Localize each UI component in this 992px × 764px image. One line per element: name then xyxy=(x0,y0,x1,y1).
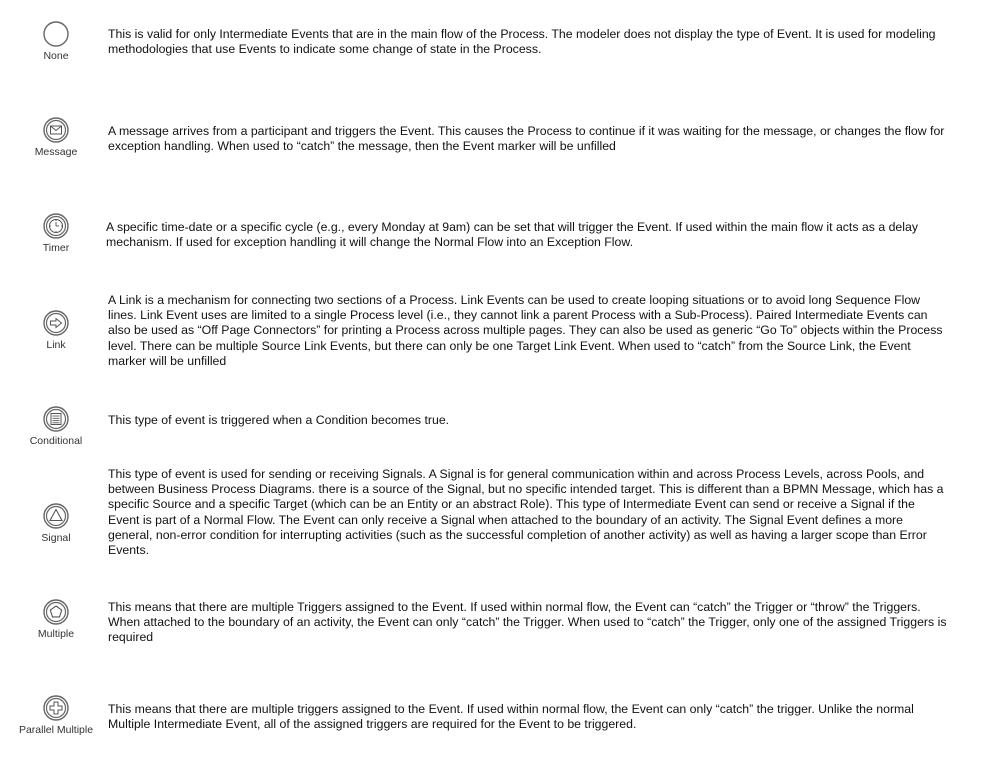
event-label: Timer xyxy=(42,242,70,254)
event-label: Message xyxy=(34,146,78,158)
pentagon-icon xyxy=(42,598,70,626)
event-description: This means that there are multiple triggers assigned to the Event. If used within normal flow, the Event can only “catch” the trigger. Unlike the normal Multiple Intermediate Event, all of the assigned triggers are required for the Event to be triggered. xyxy=(108,702,914,732)
envelope-icon xyxy=(42,116,70,144)
event-icon-group-conditional xyxy=(0,405,112,447)
event-description: A specific time-date or a specific cycle (e.g., every Monday at 9am) can be set that will trigger the Event. If used within the main flow it acts as a delay mechanism. If used for exception handling it will change the Normal Flow into an Exception Flow. xyxy=(106,220,918,250)
triangle-icon xyxy=(42,502,70,530)
event-label: Multiple xyxy=(37,628,75,640)
event-icon-group-message xyxy=(0,116,112,158)
event-description: A Link is a mechanism for connecting two sections of a Process. Link Events can be used to create looping situations or to avoid long Sequence Flow lines. Link Event uses are limited to a single Process level (i.e., they cannot link a parent Process with a Sub-Process). Paired Intermediate Events can also be used as “Off Page Connectors” for printing a Process across multiple pages. They can also be used as generic “Go To” objects within the Process level. There can be multiple Source Link Events, but there can only be one Target Link Event. When used to “catch” from the Source Link, the Event marker will be unfilled xyxy=(108,293,943,368)
arrow-right-icon xyxy=(42,309,70,337)
event-label: Parallel Multiple xyxy=(18,724,94,736)
event-icon-group-signal xyxy=(0,502,112,544)
event-icon-group-multiple xyxy=(0,598,112,640)
event-description: This means that there are multiple Triggers assigned to the Event. If used within normal flow, the Event can “catch” the Trigger or “throw” the Triggers. When attached to the boundary of an activity, the Event can only “catch” the Trigger. When used to “catch” the Trigger, only one of the assigned Triggers is required xyxy=(108,600,947,645)
event-label: Signal xyxy=(41,532,71,544)
event-description: This type of event is triggered when a Condition becomes true. xyxy=(108,413,450,427)
event-description: This type of event is used for sending or receiving Signals. A Signal is for general communication within and across Process Levels, across Pools, and between Business Process Diagrams. there is a source of the Signal, but no specific intended target. This is different than a BPMN Message, which has a specific Source and a specific Target (which can be an Entity or an abstract Role). This type of Intermediate Event can send or receive a Signal if the Event is part of a Normal Flow. The Event can only receive a Signal when attached to the boundary of an activity. The Signal Event defines a more general, non-error condition for interrupting activities (such as the successful completion of another activity) as well as having a larger scope than Error Events. xyxy=(108,467,944,558)
event-description: A message arrives from a participant and triggers the Event. This causes the Process to continue if it was waiting for the message, or changes the flow for exception handling. When used to “catch” the message, then the Event marker will be unfilled xyxy=(108,124,945,154)
event-description: This is valid for only Intermediate Events that are in the main flow of the Process. The modeler does not display the type of Event. It is used for modeling methodologies that use Events to indicate some change of state in the Process. xyxy=(108,27,936,57)
event-icon-group-timer xyxy=(0,212,112,254)
clock-icon xyxy=(42,212,70,240)
event-icon-group-parallel-multiple xyxy=(0,694,112,736)
event-icon-group-link xyxy=(0,309,112,351)
event-label: Link xyxy=(46,339,66,351)
plus-icon xyxy=(42,694,70,722)
event-icon-group-none xyxy=(0,20,112,62)
circle-icon xyxy=(42,20,70,48)
event-label: None xyxy=(43,50,69,62)
event-label: Conditional xyxy=(29,435,83,447)
document-lines-icon xyxy=(42,405,70,433)
